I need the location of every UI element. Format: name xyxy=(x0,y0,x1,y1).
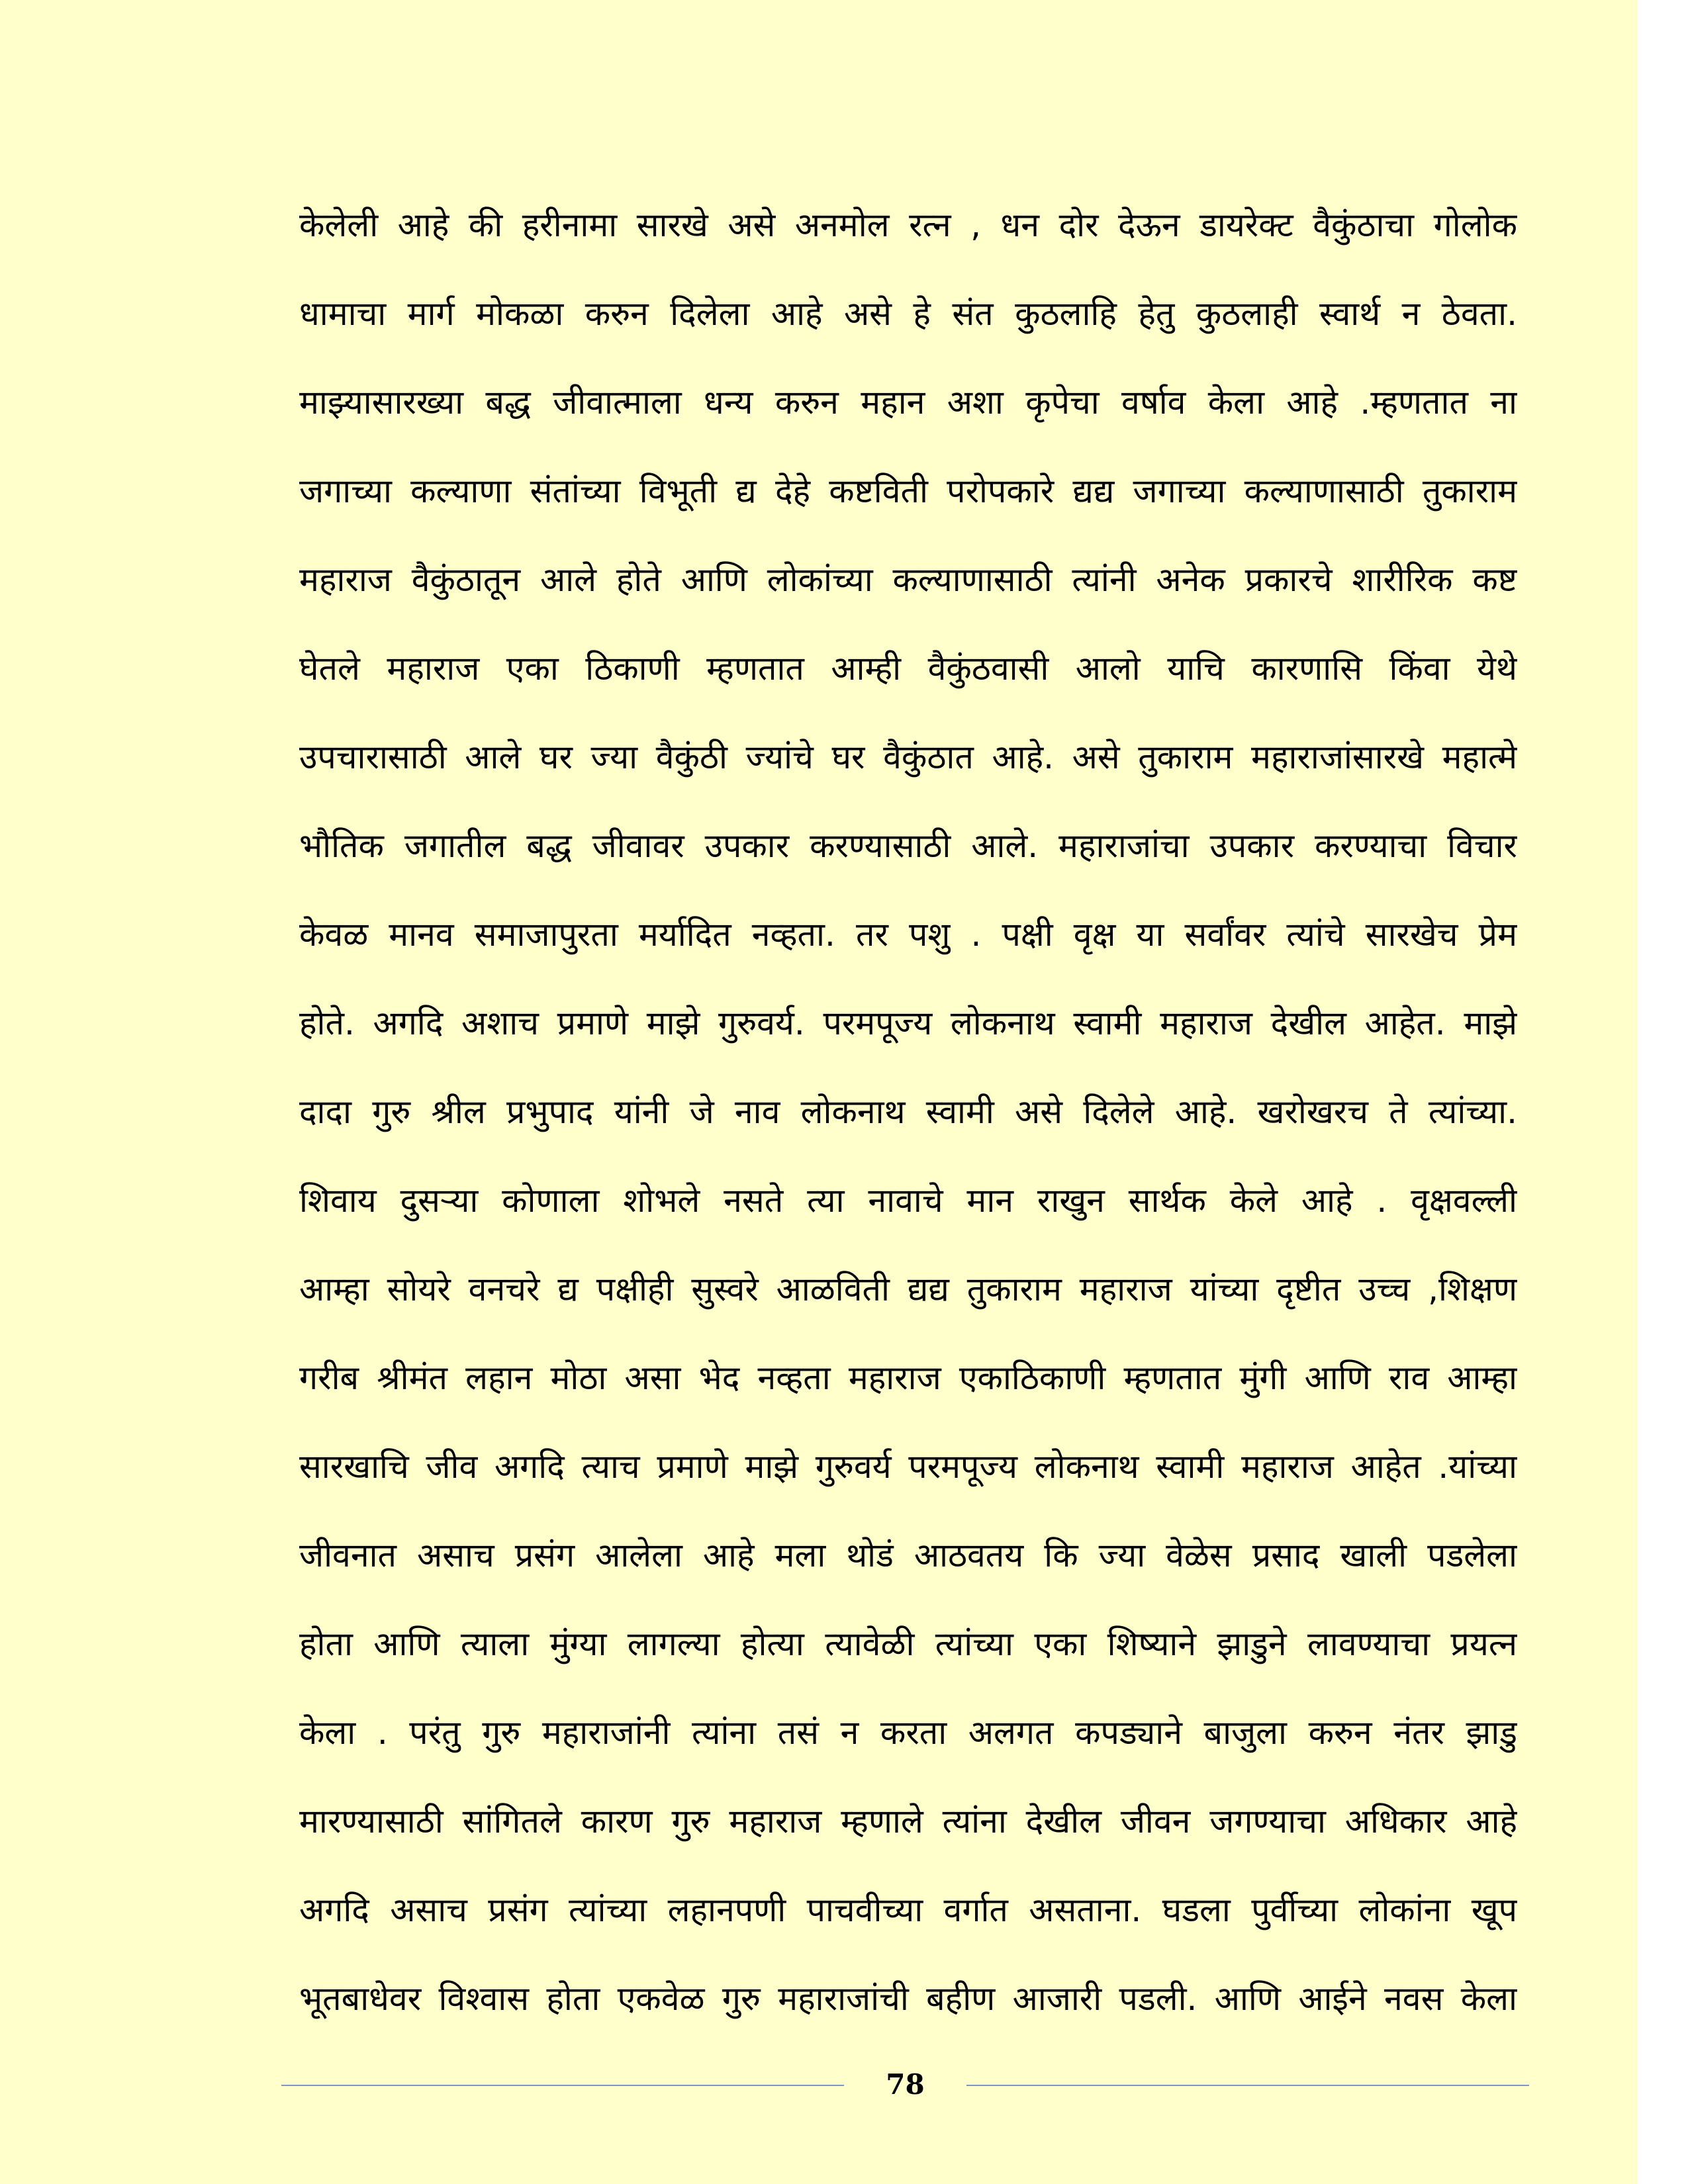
text-line: माझ्यासारख्या बद्ध जीवात्माला धन्य करुन महान अशा कृपेचा वर्षाव केला आहे .म्हणतात ना xyxy=(299,383,1517,422)
text-line: शिवाय दुसऱ्या कोणाला शोभले नसते त्या नावाचे मान राखुन सार्थक केले आहे . वृक्षवल्ली xyxy=(299,1181,1517,1220)
text-line: भौतिक जगातील बद्ध जीवावर उपकार करण्यासाठी आले. महाराजांचा उपकार करण्याचा विचार xyxy=(299,827,1517,865)
body-text xyxy=(299,195,1517,2058)
text-line: आम्हा सोयरे वनचरे द्य पक्षीही सुस्वरे आळविती द्यद्य तुकाराम महाराज यांच्या दृष्टीत उच्च ,शिक्षण xyxy=(299,1270,1517,1308)
text-line: होता आणि त्याला मुंग्या लागल्या होत्या त्यावेळी त्यांच्या एका शिष्याने झाडुने लावण्याचा प्रयत्न xyxy=(299,1625,1517,1663)
text-line: गरीब श्रीमंत लहान मोठा असा भेद नव्हता महाराज एकाठिकाणी म्हणतात मुंगी आणि राव आम्हा xyxy=(299,1359,1517,1397)
text-line: अगदि असाच प्रसंग त्यांच्या लहानपणी पाचवीच्या वर्गात असताना. घडला पुर्वीच्या लोकांना खूप xyxy=(299,1891,1517,1929)
page-number: 78 xyxy=(886,2068,925,2101)
text-line: भूतबाधेवर विश्वास होता एकवेळ गुरु महाराजांची बहीण आजारी पडली. आणि आईने नवस केला xyxy=(299,1979,1517,2018)
footer-rule-left xyxy=(281,2085,844,2086)
text-line: महाराज वैकुंठातून आले होते आणि लोकांच्या कल्याणासाठी त्यांनी अनेक प्रकारचे शारीरिक कष्ट xyxy=(299,561,1517,599)
page-footer xyxy=(281,2068,1529,2101)
text-line: केला . परंतु गुरु महाराजांनी त्यांना तसं न करता अलगत कपड्याने बाजुला करुन नंतर झाडु xyxy=(299,1713,1517,1752)
text-line: केलेली आहे की हरीनामा सारखे असे अनमोल रत्न , धन दोर देऊन डायरेक्ट वैकुंठाचा गोलोक xyxy=(299,206,1517,244)
text-line: उपचारासाठी आले घर ज्या वैकुंठी ज्यांचे घर वैकुंठात आहे. असे तुकाराम महाराजांसारखे महात्मे xyxy=(299,738,1517,776)
text-line: धामाचा मार्ग मोकळा करुन दिलेला आहे असे हे संत कुठलाहि हेतु कुठलाही स्वार्थ न ठेवता. xyxy=(299,295,1517,333)
text-line: केवळ मानव समाजापुरता मर्यादित नव्हता. तर पशु . पक्षी वृक्ष या सर्वांवर त्यांचे सारखेच प्रेम xyxy=(299,915,1517,954)
text-line: होते. अगदि अशाच प्रमाणे माझे गुरुवर्य. परमपूज्य लोकनाथ स्वामी महाराज देखील आहेत. माझे xyxy=(299,1004,1517,1042)
text-line: दादा गुरु श्रील प्रभुपाद यांनी जे नाव लोकनाथ स्वामी असे दिलेले आहे. खरोखरच ते त्यांच्या. xyxy=(299,1093,1517,1131)
text-line: घेतले महाराज एका ठिकाणी म्हणतात आम्ही वैकुंठवासी आलो याचि कारणासि किंवा येथे xyxy=(299,649,1517,688)
footer-rule-right xyxy=(966,2085,1529,2086)
text-line: जगाच्या कल्याणा संतांच्या विभूती द्य देहे कष्टविती परोपकारे द्यद्य जगाच्या कल्याणासाठी तुकाराम xyxy=(299,472,1517,510)
text-line: सारखाचि जीव अगदि त्याच प्रमाणे माझे गुरुवर्य परमपूज्य लोकनाथ स्वामी महाराज आहेत .यांच्या xyxy=(299,1447,1517,1486)
text-line: मारण्यासाठी सांगितले कारण गुरु महाराज म्हणाले त्यांना देखील जीवन जगण्याचा अधिकार आहे xyxy=(299,1802,1517,1841)
text-line: जीवनात असाच प्रसंग आलेला आहे मला थोडं आठवतय कि ज्या वेळेस प्रसाद खाली पडलेला xyxy=(299,1536,1517,1574)
